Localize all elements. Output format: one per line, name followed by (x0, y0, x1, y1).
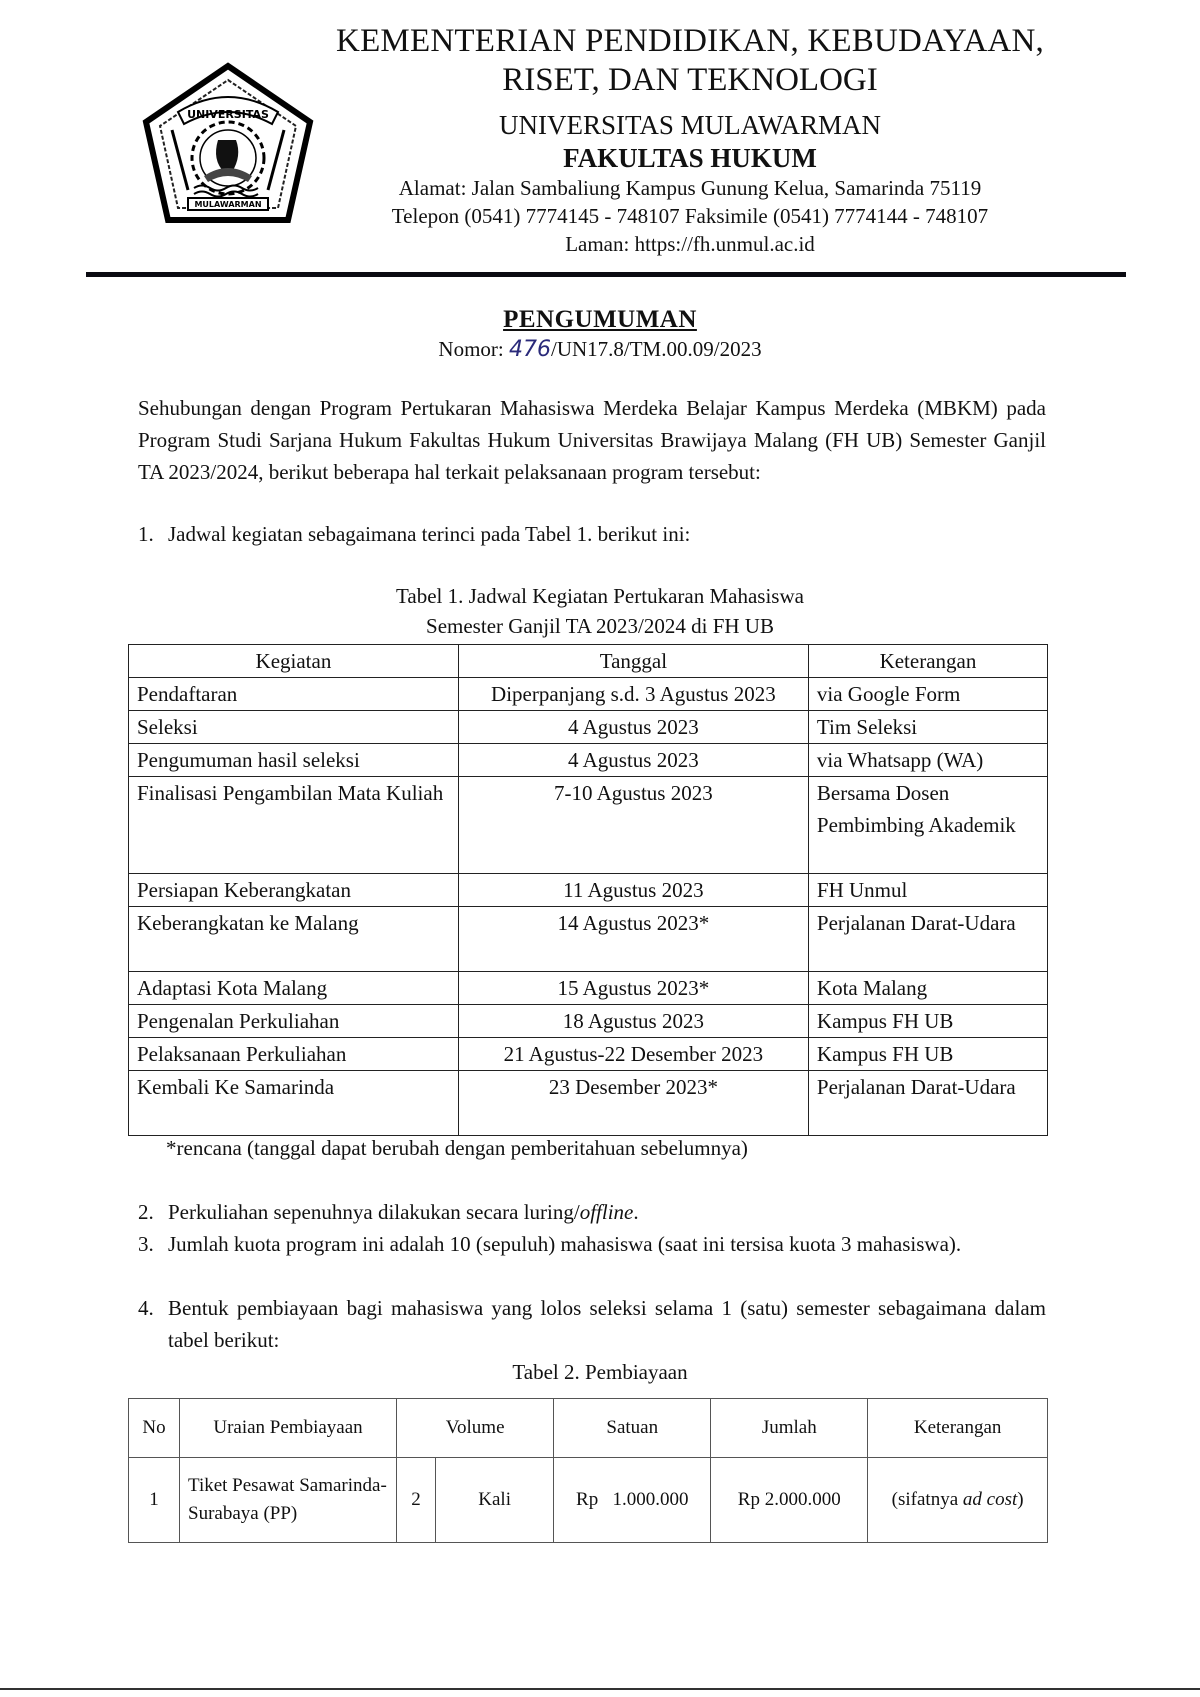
cell-kegiatan: Pengenalan Perkuliahan (129, 1005, 459, 1038)
column-header: Uraian Pembiayaan (180, 1399, 397, 1458)
cell-kegiatan: Persiapan Keberangkatan (129, 874, 459, 907)
cell-satuan: Rp 1.000.000 (554, 1458, 711, 1543)
schedule-table (128, 644, 1048, 1136)
list-text-main: Perkuliahan sepenuhnya dilakukan secara luring/ (168, 1200, 580, 1224)
column-header: Tanggal (458, 645, 808, 678)
cell-tanggal: 18 Agustus 2023 (458, 1005, 808, 1038)
list-item-3 (138, 1228, 1046, 1260)
table-row (129, 777, 1048, 874)
list-text: Jadwal kegiatan sebagaimana terinci pada Tabel 1. berikut ini: (168, 522, 691, 546)
table-row (129, 874, 1048, 907)
cell-kegiatan: Keberangkatan ke Malang (129, 907, 459, 972)
table-row (129, 972, 1048, 1005)
cell-jumlah: Rp 2.000.000 (711, 1458, 868, 1543)
column-header: Jumlah (711, 1399, 868, 1458)
cell-kegiatan: Seleksi (129, 711, 459, 744)
university-logo-icon (138, 60, 318, 230)
cell-keterangan: Perjalanan Darat-Udara (808, 1071, 1047, 1136)
cell-keterangan: via Google Form (808, 678, 1047, 711)
cell-tanggal: 15 Agustus 2023* (458, 972, 808, 1005)
cell-tanggal: 23 Desember 2023* (458, 1071, 808, 1136)
letterhead-divider (86, 272, 1126, 277)
table-row (129, 1038, 1048, 1071)
cell-tanggal: Diperpanjang s.d. 3 Agustus 2023 (458, 678, 808, 711)
cell-volume-unit: Kali (436, 1458, 554, 1543)
keterangan-suffix: ) (1017, 1489, 1024, 1510)
cell-tanggal: 11 Agustus 2023 (458, 874, 808, 907)
column-header: Keterangan (808, 645, 1047, 678)
ministry-name: KEMENTERIAN PENDIDIKAN, KEBUDAYAAN, (336, 23, 1044, 59)
phone-fax: Telepon (0541) 7774145 - 748107 Faksimile (0541) 7774144 - 748107 (391, 204, 989, 228)
table-row (129, 711, 1048, 744)
university-name: UNIVERSITAS MULAWARMAN (499, 110, 881, 140)
address: Alamat: Jalan Sambaliung Kampus Gunung Kelua, Samarinda 75119 (398, 176, 982, 200)
table-row (129, 1458, 1048, 1543)
list-item-2 (138, 1196, 1046, 1228)
letterhead (330, 22, 1050, 258)
list-text (138, 1196, 1046, 1228)
cell-kegiatan: Finalisasi Pengambilan Mata Kuliah (129, 777, 459, 874)
intro-paragraph: Sehubungan dengan Program Pertukaran Mahasiswa Merdeka Belajar Kampus Merdeka (MBKM) pada Program Studi Sarjana Hukum Fakultas Hukum Universitas Brawijaya Malang (FH UB) Semester Ganjil TA 2023/2024, berikut beberapa hal terkait pelaksanaan program tersebut: (138, 396, 1046, 484)
page-bottom-edge (0, 1688, 1200, 1690)
cell-tanggal: 21 Agustus-22 Desember 2023 (458, 1038, 808, 1071)
svg-text:UNIVERSITAS: UNIVERSITAS (187, 108, 269, 121)
cell-volume: 2 (397, 1458, 436, 1543)
table-row (129, 678, 1048, 711)
table-row (129, 907, 1048, 972)
cell-keterangan: Tim Seleksi (808, 711, 1047, 744)
list-text-tail: . (633, 1200, 639, 1224)
list-item-4 (138, 1292, 1046, 1356)
list-text: Jumlah kuota program ini adalah 10 (sepuluh) mahasiswa (saat ini tersisa kuota 3 mahasiswa). (168, 1232, 962, 1256)
financing-table (128, 1398, 1048, 1543)
cell-keterangan: Bersama Dosen Pembimbing Akademik (808, 777, 1047, 874)
table-header-row (129, 1399, 1048, 1458)
keterangan-prefix: (sifatnya (891, 1489, 963, 1510)
document-number (0, 337, 1200, 362)
cell-keterangan: Kampus FH UB (808, 1038, 1047, 1071)
cell-tanggal: 7-10 Agustus 2023 (458, 777, 808, 874)
nomor-suffix: /UN17.8/TM.00.09/2023 (550, 337, 762, 361)
list-text-italic: offline (579, 1200, 634, 1224)
cell-kegiatan: Pelaksanaan Perkuliahan (129, 1038, 459, 1071)
cell-tanggal: 4 Agustus 2023 (458, 711, 808, 744)
table1-caption-line1: Tabel 1. Jadwal Kegiatan Pertukaran Mahasiswa (396, 584, 804, 608)
keterangan-italic: ad cost (962, 1489, 1018, 1510)
table1-caption-line2: Semester Ganjil TA 2023/2024 di FH UB (426, 614, 774, 638)
list-number: 4. (138, 1296, 154, 1320)
nomor-label: Nomor: (438, 337, 504, 361)
table-row (129, 1071, 1048, 1136)
document-title: PENGUMUMAN (503, 306, 697, 333)
website: Laman: https://fh.unmul.ac.id (565, 232, 815, 256)
cell-tanggal: 14 Agustus 2023* (458, 907, 808, 972)
ministry-name-line2: RISET, DAN TEKNOLOGI (502, 62, 878, 98)
column-header: Kegiatan (129, 645, 459, 678)
list-number: 1. (138, 522, 154, 546)
cell-kegiatan: Pengumuman hasil seleksi (129, 744, 459, 777)
table-row (129, 744, 1048, 777)
table1-footnote: *rencana (tanggal dapat berubah dengan pemberitahuan sebelumnya) (166, 1136, 748, 1160)
list-text: Bentuk pembiayaan bagi mahasiswa yang lolos seleksi selama 1 (satu) semester sebagaimana dalam tabel berikut: (168, 1296, 1046, 1352)
faculty-name: FAKULTAS HUKUM (563, 143, 817, 173)
cell-keterangan: FH Unmul (808, 874, 1047, 907)
column-header: Volume (397, 1399, 554, 1458)
cell-kegiatan: Kembali Ke Samarinda (129, 1071, 459, 1136)
column-header: Keterangan (868, 1399, 1048, 1458)
table2-caption: Tabel 2. Pembiayaan (512, 1360, 688, 1384)
table-row (129, 1005, 1048, 1038)
svg-text:MULAWARMAN: MULAWARMAN (194, 200, 262, 209)
cell-keterangan: Perjalanan Darat-Udara (808, 907, 1047, 972)
cell-no: 1 (129, 1458, 180, 1543)
table-header-row (129, 645, 1048, 678)
list-number: 2. (138, 1200, 154, 1224)
cell-uraian: Tiket Pesawat Samarinda-Surabaya (PP) (180, 1458, 397, 1543)
cell-tanggal: 4 Agustus 2023 (458, 744, 808, 777)
column-header: No (129, 1399, 180, 1458)
cell-keterangan: Kota Malang (808, 972, 1047, 1005)
cell-keterangan: Kampus FH UB (808, 1005, 1047, 1038)
cell-keterangan: via Whatsapp (WA) (808, 744, 1047, 777)
list-number: 3. (138, 1232, 154, 1256)
list-item-1 (138, 518, 1046, 550)
cell-keterangan (868, 1458, 1048, 1543)
column-header: Satuan (554, 1399, 711, 1458)
cell-kegiatan: Pendaftaran (129, 678, 459, 711)
cell-kegiatan: Adaptasi Kota Malang (129, 972, 459, 1005)
nomor-handwritten: 476 (508, 337, 551, 362)
